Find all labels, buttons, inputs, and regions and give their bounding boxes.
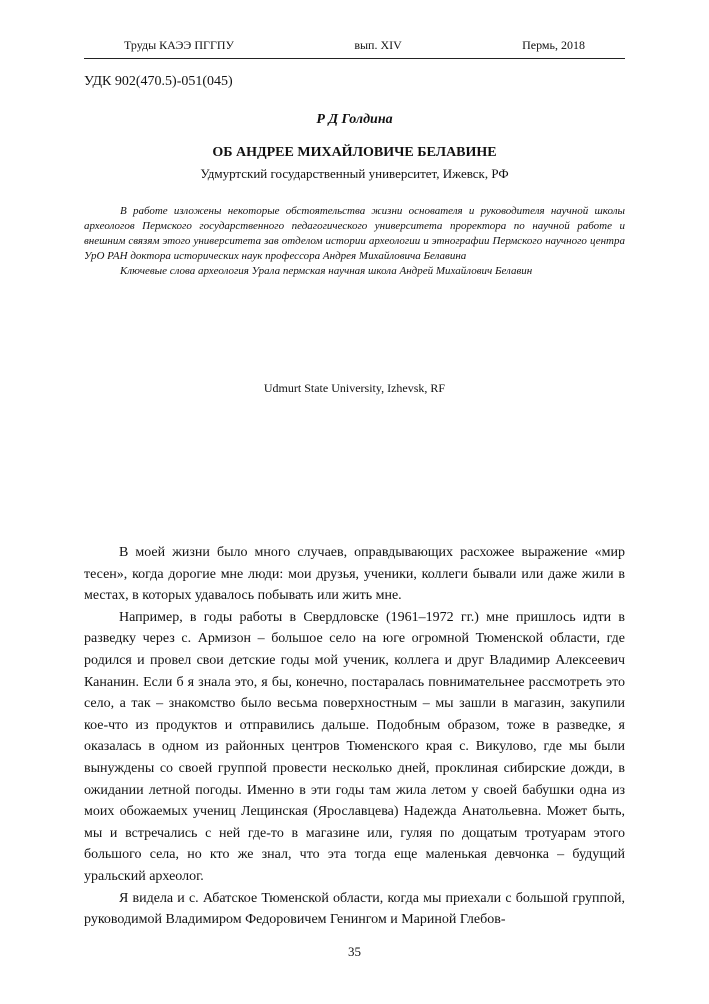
udc-code: УДК 902(470.5)-051(045)	[84, 74, 233, 89]
header-issue: вып. XIV	[354, 38, 402, 52]
article-body	[84, 542, 625, 931]
abstract-block	[84, 204, 625, 279]
header-place-year: Пермь, 2018	[522, 38, 585, 52]
affiliation-english: Udmurt State University, Izhevsk, RF	[263, 381, 446, 395]
keywords: Ключевые слова археология Урала пермская научная школа Андрей Михайлович Белавин	[120, 265, 533, 277]
body-paragraph: Например, в годы работы в Свердловске (1961–1972 гг.) мне пришлось идти в разведку через с. Армизон – большое село на юге огромной Тюменской области, где родился и провел свои детские годы мой ученик, коллега и друг Владимир Алексеевич Кананин. Если б я знала это, я бы, конечно, постаралась повнимательнее рассмотреть это село, а так – знакомство было весьма поверхностным – мы зашли в магазин, закупили кое-что из продуктов и отправились дальше. Подобным образом, тоже в разведке, я оказалась в одном из районных центров Тюменского края с. Викулово, где мы были вынуждены со своей группой провести несколько дней, проклиная сибирские дожди, в ожидании летной погоды. Именно в эти годы там жила летом у своей бабушки одна из моих обожаемых учениц Лещинская (Ярославцева) Надежда Анатольевна. Может быть, мы и встречались с ней где-то в магазине или, гуляя по дощатым тротуарам этого большого села, но кто же знал, что эта тогда еще маленькая девчонка – будущий уральский археолог.	[84, 609, 625, 884]
affiliation: Удмуртский государственный университет, Ижевск, РФ	[200, 166, 509, 181]
running-header	[84, 38, 625, 57]
body-paragraph: Я видела и с. Абатское Тюменской области, когда мы приехали с большой группой, руководимой Владимиром Федоровичем Генингом и Мариной Глебов-	[84, 890, 625, 928]
body-paragraph: В моей жизни было много случаев, оправдывающих расхожее выражение «мир тесен», когда дорогие мне люди: мои друзья, ученики, коллеги бывали или даже жили в местах, в которых удавалось побывать или жить мне.	[84, 545, 625, 604]
header-journal: Труды КАЭЭ ПГГПУ	[124, 38, 235, 52]
article-title: ОБ АНДРЕЕ МИХАЙЛОВИЧЕ БЕЛАВИНЕ	[212, 145, 497, 160]
header-rule	[84, 58, 625, 59]
page-number: 35	[348, 944, 361, 959]
abstract-text: В работе изложены некоторые обстоятельства жизни основателя и руководителя научной школы археологов Пермского государственного педагогического университета проректора по научной работе и внешним связям этого университета зав отделом истории археологии и этнографии Пермского научного центра УрО РАН доктора исторических наук профессора Андрея Михайловича Белавина	[84, 205, 625, 262]
author-name: Р Д Голдина	[316, 112, 393, 127]
